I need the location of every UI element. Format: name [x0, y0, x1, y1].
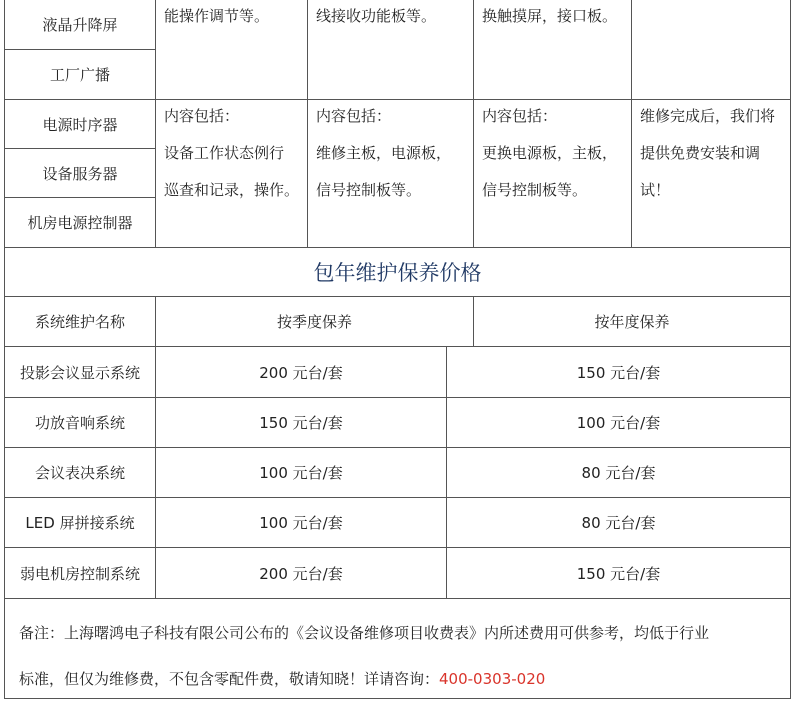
content-cell: [474, 0, 632, 100]
system-label: 机房电源控制器: [27, 214, 133, 232]
system-label-cell: [5, 198, 156, 248]
header-name-cell: [5, 297, 156, 347]
price-quarterly: 100 元台/套: [259, 514, 343, 532]
system-label: 工厂广播: [49, 66, 110, 84]
content-cell: [632, 100, 791, 248]
price-name: 投影会议显示系统: [19, 363, 140, 382]
content-cell-empty: [632, 0, 791, 100]
content-line: 信号控制板等。: [482, 181, 588, 199]
price-yearly: 100 元台/套: [576, 414, 661, 432]
price-quarterly-cell: [156, 448, 447, 498]
price-name: 会议表决系统: [34, 464, 125, 482]
system-label: 电源时序器: [42, 115, 118, 134]
price-yearly-cell: [447, 398, 791, 448]
remark-line-2: [5, 643, 790, 689]
price-yearly-cell: [447, 448, 791, 498]
section-title: 包年维护保养价格: [313, 261, 482, 285]
price-yearly: 80 元台/套: [581, 514, 656, 532]
price-name: 功放音响系统: [34, 414, 125, 432]
system-label: 液晶升降屏: [42, 16, 118, 34]
content-line: 能操作调节等。: [164, 7, 270, 25]
header-yearly-cell: [474, 297, 791, 347]
header-quarterly-cell: [156, 297, 474, 347]
content-line: 内容包括：: [316, 107, 392, 125]
price-name-cell: [5, 398, 156, 448]
content-line: 线接收功能板等。: [316, 7, 437, 25]
price-quarterly-cell: [156, 398, 447, 448]
table-row: [5, 347, 791, 398]
content-line: 设备工作状态例行: [164, 144, 285, 162]
content-cell: [308, 100, 474, 248]
system-label: 设备服务器: [42, 164, 118, 183]
content-cell: [474, 100, 632, 248]
hotline-number: 400-0303-020: [439, 670, 546, 688]
price-yearly-cell: [447, 347, 791, 398]
content-line: 更换电源板，主板，: [482, 144, 618, 162]
system-label-cell: [5, 100, 156, 149]
table-row: [5, 548, 791, 599]
price-table: [4, 346, 791, 699]
system-label-cell: [5, 50, 156, 100]
content-line: 内容包括：: [164, 107, 240, 125]
price-yearly: 150 元台/套: [576, 564, 661, 583]
price-yearly-cell: [447, 548, 791, 599]
remark-text: 标准，但仅为维修费，不包含零配件费，敬请知晓！详请咨询：: [19, 670, 440, 688]
content-cell: [156, 0, 308, 100]
header-quarterly: 按季度保养: [276, 313, 352, 331]
content-line: 巡查和记录，操作。: [164, 181, 300, 199]
price-quarterly: 200 元台/套: [259, 363, 343, 382]
content-line: 换触摸屏，接口板。: [482, 7, 618, 25]
price-quarterly: 200 元台/套: [259, 564, 343, 583]
price-name: 弱电机房控制系统: [19, 564, 140, 583]
content-line: 内容包括：: [482, 107, 558, 125]
content-line: 提供免费安装和调: [640, 144, 761, 162]
price-quarterly: 150 元台/套: [259, 414, 343, 432]
price-quarterly-cell: [156, 347, 447, 398]
system-label-cell: [5, 149, 156, 198]
remark-cell: [5, 599, 791, 699]
service-content-table: [4, 0, 791, 347]
content-line: 信号控制板等。: [316, 181, 422, 199]
price-yearly: 80 元台/套: [581, 464, 656, 482]
table-row: [5, 398, 791, 448]
price-quarterly-cell: [156, 548, 447, 599]
remark-line-1: 备注：上海曙鸿电子科技有限公司公布的《会议设备维修项目收费表》内所述费用可供参考，均低于行业: [19, 624, 710, 642]
price-name-cell: [5, 548, 156, 599]
header-yearly: 按年度保养: [594, 313, 670, 331]
price-name-cell: [5, 498, 156, 548]
content-cell: [308, 0, 474, 100]
content-cell: [156, 100, 308, 248]
table-row: [5, 448, 791, 498]
price-quarterly: 100 元台/套: [259, 464, 343, 482]
price-yearly-cell: [447, 498, 791, 548]
table-row: [5, 498, 791, 548]
header-name: 系统维护名称: [34, 313, 125, 331]
price-name: LED 屏拼接系统: [25, 514, 135, 532]
content-line: 试！: [640, 181, 671, 199]
price-quarterly-cell: [156, 498, 447, 548]
price-yearly: 150 元台/套: [576, 363, 661, 382]
price-name-cell: [5, 448, 156, 498]
content-line: 维修完成后，我们将: [640, 107, 776, 125]
section-title-cell: [5, 248, 791, 297]
system-label-cell: [5, 0, 156, 50]
content-line: 维修主板，电源板，: [316, 144, 452, 162]
price-name-cell: [5, 347, 156, 398]
